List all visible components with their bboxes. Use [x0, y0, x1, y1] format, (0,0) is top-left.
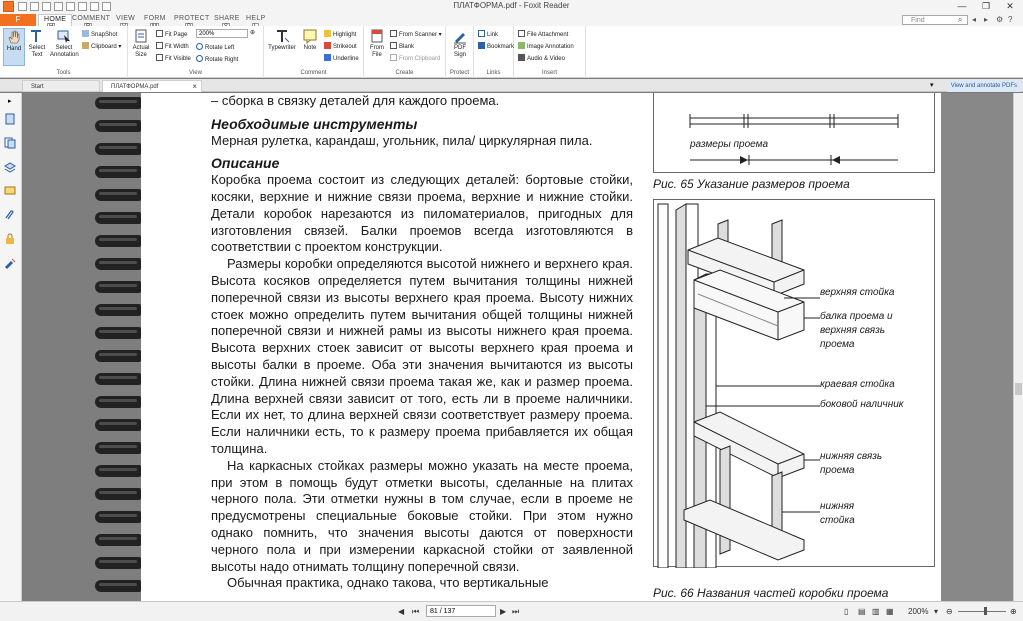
- group-create: [364, 26, 446, 78]
- signature-icon[interactable]: [4, 257, 16, 269]
- maximize-button[interactable]: ❐: [981, 1, 991, 11]
- tab-share[interactable]: SHARE: [214, 15, 240, 22]
- highlight-button[interactable]: Highlight: [324, 30, 356, 39]
- clipboard-icon: [82, 42, 89, 49]
- zoom-slider[interactable]: [958, 611, 1006, 612]
- underline-button[interactable]: Underline: [324, 54, 359, 63]
- binding-ring: [95, 419, 141, 431]
- blank-button[interactable]: Blank: [390, 42, 414, 51]
- blank-icon: [390, 42, 397, 49]
- group-label-insert: Insert: [541, 70, 557, 76]
- figure-66: [653, 199, 935, 567]
- group-label-create: Create: [395, 70, 414, 76]
- fit-visible-icon: [156, 54, 163, 61]
- section-heading: Описание: [211, 155, 280, 172]
- binding-ring: [95, 235, 141, 247]
- group-comment: [264, 26, 364, 78]
- expand-panel-icon[interactable]: ▸: [8, 98, 12, 105]
- from-file-button[interactable]: From File: [367, 28, 387, 59]
- layers-icon[interactable]: [4, 161, 16, 173]
- binding-ring: [95, 465, 141, 477]
- link-icon: [478, 30, 485, 37]
- figure-65: [653, 93, 935, 173]
- left-navigation-panel: [0, 93, 22, 601]
- binding-ring: [95, 258, 141, 270]
- hand-icon: [6, 29, 22, 45]
- opening-dimensions-drawing: [654, 93, 936, 174]
- image-icon: [518, 42, 525, 49]
- zoom-level[interactable]: 200%: [908, 607, 929, 616]
- hand-button[interactable]: Hand: [3, 28, 25, 66]
- strikeout-icon: [324, 42, 331, 49]
- label-beam-line3: проема: [820, 339, 855, 350]
- zoom-in-icon[interactable]: ⊕: [250, 30, 256, 36]
- tab-comment[interactable]: COMMENT: [72, 15, 111, 22]
- rotate-left-button[interactable]: Rotate Left: [196, 43, 234, 52]
- note-button[interactable]: Note: [300, 28, 320, 52]
- figure-caption: Рис. 65 Указание размеров проема: [653, 177, 850, 191]
- label-lower-stud-line2: стойка: [820, 515, 855, 526]
- label-lower-sill-line1: нижняя связь: [820, 451, 883, 462]
- fit-width-icon: [156, 42, 163, 49]
- vertical-scrollbar[interactable]: [1013, 93, 1023, 601]
- paragraph: На каркасных стойках размеры можно указать на месте проема, при этом в помощь будут отметки высоты, сделанные на плитах черного пола. Эти отметки нужны в том случае, если в проеме не предусмотрены специальные боковые стойки. При этом нужно однако помнить, что значения высоты даются от поверхности черного пола и при измерении каркасной стойки от заявленной высоты надо отнимать толщину поперечной связи.: [211, 457, 633, 574]
- search-icon[interactable]: ⌕: [958, 15, 963, 24]
- binding-ring: [95, 557, 141, 569]
- status-bar: [0, 601, 1023, 621]
- section-heading: Необходимые инструменты: [211, 115, 418, 132]
- back-icon[interactable]: ◂: [972, 15, 977, 24]
- from-file-icon: [369, 28, 385, 44]
- ribbon: [0, 26, 1023, 78]
- zoom-out-icon[interactable]: ⊖: [946, 607, 953, 616]
- ribbon-tabs: [0, 14, 1023, 26]
- document-tabs: [0, 79, 1023, 92]
- bookmark-button[interactable]: Bookmark: [478, 42, 514, 51]
- binding-ring: [95, 396, 141, 408]
- group-insert: [514, 26, 586, 78]
- group-tools: [0, 26, 128, 78]
- help-icon[interactable]: ?: [1008, 15, 1013, 24]
- spiral-binding: [23, 93, 141, 601]
- note-icon: [302, 28, 318, 44]
- label-upper-stud: верхняя стойка: [820, 287, 895, 298]
- file-attachment-button[interactable]: File Attachment: [518, 30, 568, 39]
- rotate-left-icon: [196, 43, 203, 50]
- close-tab-icon[interactable]: ×: [192, 82, 197, 91]
- from-clipboard-button[interactable]: From Clipboard: [390, 54, 440, 63]
- binding-ring: [95, 189, 141, 201]
- paperclip-icon: [518, 30, 525, 37]
- zoom-dropdown-icon[interactable]: ▾: [934, 607, 939, 616]
- tab-home[interactable]: HOME: [38, 14, 72, 26]
- select-text-icon: [29, 28, 45, 44]
- group-view: [128, 26, 264, 78]
- page-text-column: [211, 93, 633, 592]
- search-input[interactable]: Find: [902, 15, 968, 25]
- zoom-combo[interactable]: 200%: [196, 29, 248, 38]
- tab-start[interactable]: Start: [22, 80, 100, 92]
- fit-width-button[interactable]: Fit Width: [156, 42, 189, 51]
- label-side-trim: боковой наличник: [820, 399, 904, 410]
- attachments-icon[interactable]: [4, 209, 16, 221]
- group-label-protect: Protect: [449, 70, 469, 76]
- tab-form[interactable]: FORM: [144, 15, 166, 22]
- pages-icon[interactable]: [4, 137, 16, 149]
- select-text-button[interactable]: Select Text: [26, 28, 48, 59]
- actual-size-icon: [133, 28, 149, 44]
- settings-icon[interactable]: ⚙: [996, 15, 1004, 24]
- facing-view-icon[interactable]: ▥: [872, 607, 880, 616]
- typewriter-icon: [274, 28, 290, 44]
- binding-ring: [95, 373, 141, 385]
- label-beam-line1: балка проема и: [820, 311, 893, 322]
- security-lock-icon[interactable]: [4, 233, 16, 245]
- tab-protect[interactable]: PROTECT: [174, 15, 210, 22]
- tab-document[interactable]: ПЛАТФОРМА.pdf ×: [102, 80, 202, 92]
- close-button[interactable]: ✕: [1006, 1, 1014, 11]
- rotate-right-button[interactable]: Rotate Right: [196, 55, 238, 64]
- group-links: [474, 26, 514, 78]
- zoom-in-icon[interactable]: ⊕: [1010, 607, 1017, 616]
- binding-ring: [95, 534, 141, 546]
- first-page-icon[interactable]: ⏮: [412, 607, 420, 616]
- scanner-icon: [390, 30, 397, 37]
- media-icon: [518, 54, 525, 61]
- snapshot-button[interactable]: SnapShot: [82, 30, 117, 39]
- single-page-view-icon[interactable]: ▯: [844, 607, 849, 616]
- tab-help[interactable]: HELP: [246, 15, 266, 22]
- binding-ring: [95, 304, 141, 316]
- image-annotation-button[interactable]: Image Annotation: [518, 42, 574, 51]
- tab-list-icon[interactable]: ▾: [930, 82, 934, 89]
- paragraph: Коробка проема состоит из следующих деталей: бортовые стойки, косяки, верхние и нижние связи проема, верхние и нижние стойки. Детали коробок нарезаются из пиломатериалов, пригодных для изготовления связей. Балки проемов всегда изготовляются в соответствии с проектом конструкции.: [211, 172, 633, 255]
- highlight-icon: [324, 30, 331, 37]
- minimize-button[interactable]: —: [957, 1, 967, 11]
- annotate-banner[interactable]: View and annotate PDFs: [947, 80, 1021, 92]
- text-line: – сборка в связку деталей для каждого проема.: [211, 93, 500, 108]
- from-clipboard-icon: [390, 54, 397, 61]
- fit-visible-button[interactable]: Fit Visible: [156, 54, 191, 63]
- binding-ring: [95, 281, 141, 293]
- pdf-sign-button[interactable]: PDF Sign: [448, 28, 472, 59]
- tab-file[interactable]: F: [0, 14, 36, 26]
- strikeout-button[interactable]: Strikeout: [324, 42, 357, 51]
- audio-video-button[interactable]: Audio & Video: [518, 54, 565, 63]
- label-beam-line2: верхняя связь: [820, 325, 886, 336]
- page-background-right: [941, 93, 1023, 601]
- underline-icon: [324, 54, 331, 61]
- actual-size-button[interactable]: Actual Size: [130, 28, 152, 59]
- select-annotation-button[interactable]: Select Annotation: [50, 28, 78, 59]
- previous-page-icon[interactable]: ◀: [398, 607, 405, 616]
- fit-page-icon: [156, 30, 163, 37]
- title-bar: [0, 0, 1023, 14]
- binding-ring: [95, 511, 141, 523]
- zoom-slider-thumb[interactable]: [984, 607, 987, 615]
- binding-ring: [95, 442, 141, 454]
- label-edge-stud: краевая стойка: [820, 379, 895, 390]
- paragraph: Обычная практика, однако такова, что вертикальные: [227, 575, 549, 591]
- from-scanner-button[interactable]: From Scanner ▾: [390, 30, 442, 39]
- figure-caption: Рис. 66 Названия частей коробки проема: [653, 586, 889, 600]
- scrollbar-thumb[interactable]: [1015, 383, 1022, 395]
- window-title: ПЛАТФОРМА.pdf - Foxit Reader: [453, 1, 570, 10]
- tab-view[interactable]: VIEW: [116, 15, 136, 22]
- group-label-links: Links: [486, 70, 501, 76]
- binding-ring: [95, 350, 141, 362]
- binding-ring: [95, 97, 141, 109]
- paragraph: Размеры коробки определяются высотой нижнего и верхнего края. Высота косяков определяется путем вычитания толщины нижней поперечной связи из высоты верхнего края проема. Высоту нижних стоек можно определить путем вычитания общей толщины нижней поперечной связи и нижней рамы из высоты нижнего края проема. Высота верхних стоек зависит от высоты верхнего края проема и высоты балки в проеме. Оба эти значения вычитаются из высоты стойки. Длина нижней связи проема такая же, как и размер проема. Длина верхней связи зависит от того, есть ли в проеме наличники. Если их нет, то длина верхней связи соответствует размеру проема. Если наличники есть, то к размеру проема прибавляется их общая толщина.: [211, 256, 633, 456]
- camera-icon: [82, 30, 89, 37]
- binding-ring: [95, 327, 141, 339]
- group-label-view: View: [189, 70, 202, 76]
- group-label-tools: Tools: [56, 70, 71, 76]
- binding-ring: [95, 166, 141, 178]
- binding-ring: [95, 120, 141, 132]
- label-lower-sill-line2: проема: [820, 465, 855, 476]
- binding-ring: [95, 488, 141, 500]
- continuous-facing-view-icon[interactable]: ▦: [886, 607, 894, 616]
- clipboard-button[interactable]: Clipboard ▾: [82, 42, 121, 51]
- binding-ring: [95, 143, 141, 155]
- label-lower-stud-line1: нижняя: [820, 501, 855, 512]
- binding-ring: [95, 212, 141, 224]
- fit-page-button[interactable]: Fit Page: [156, 30, 187, 39]
- forward-icon[interactable]: ▸: [984, 15, 989, 24]
- group-label-comment: Comment: [300, 70, 327, 76]
- typewriter-button[interactable]: Typewriter: [266, 28, 298, 52]
- link-button[interactable]: Link: [478, 30, 498, 39]
- last-page-icon[interactable]: ⏭: [512, 607, 520, 616]
- paragraph: Мерная рулетка, карандаш, угольник, пила/ циркулярная пила.: [211, 132, 593, 148]
- document-page[interactable]: [23, 93, 941, 601]
- bookmarks-icon[interactable]: [4, 113, 16, 125]
- next-page-icon[interactable]: ▶: [500, 607, 507, 616]
- rotate-right-icon: [196, 55, 203, 62]
- comments-icon[interactable]: [4, 185, 16, 197]
- page-number-input[interactable]: 81 / 137: [426, 605, 496, 617]
- continuous-view-icon[interactable]: ▤: [858, 607, 866, 616]
- group-protect: [446, 26, 474, 78]
- bookmark-icon: [478, 42, 485, 49]
- select-annotation-icon: [56, 28, 72, 44]
- pen-icon: [452, 28, 468, 44]
- binding-ring: [95, 580, 141, 592]
- figure-label: размеры проема: [690, 139, 769, 150]
